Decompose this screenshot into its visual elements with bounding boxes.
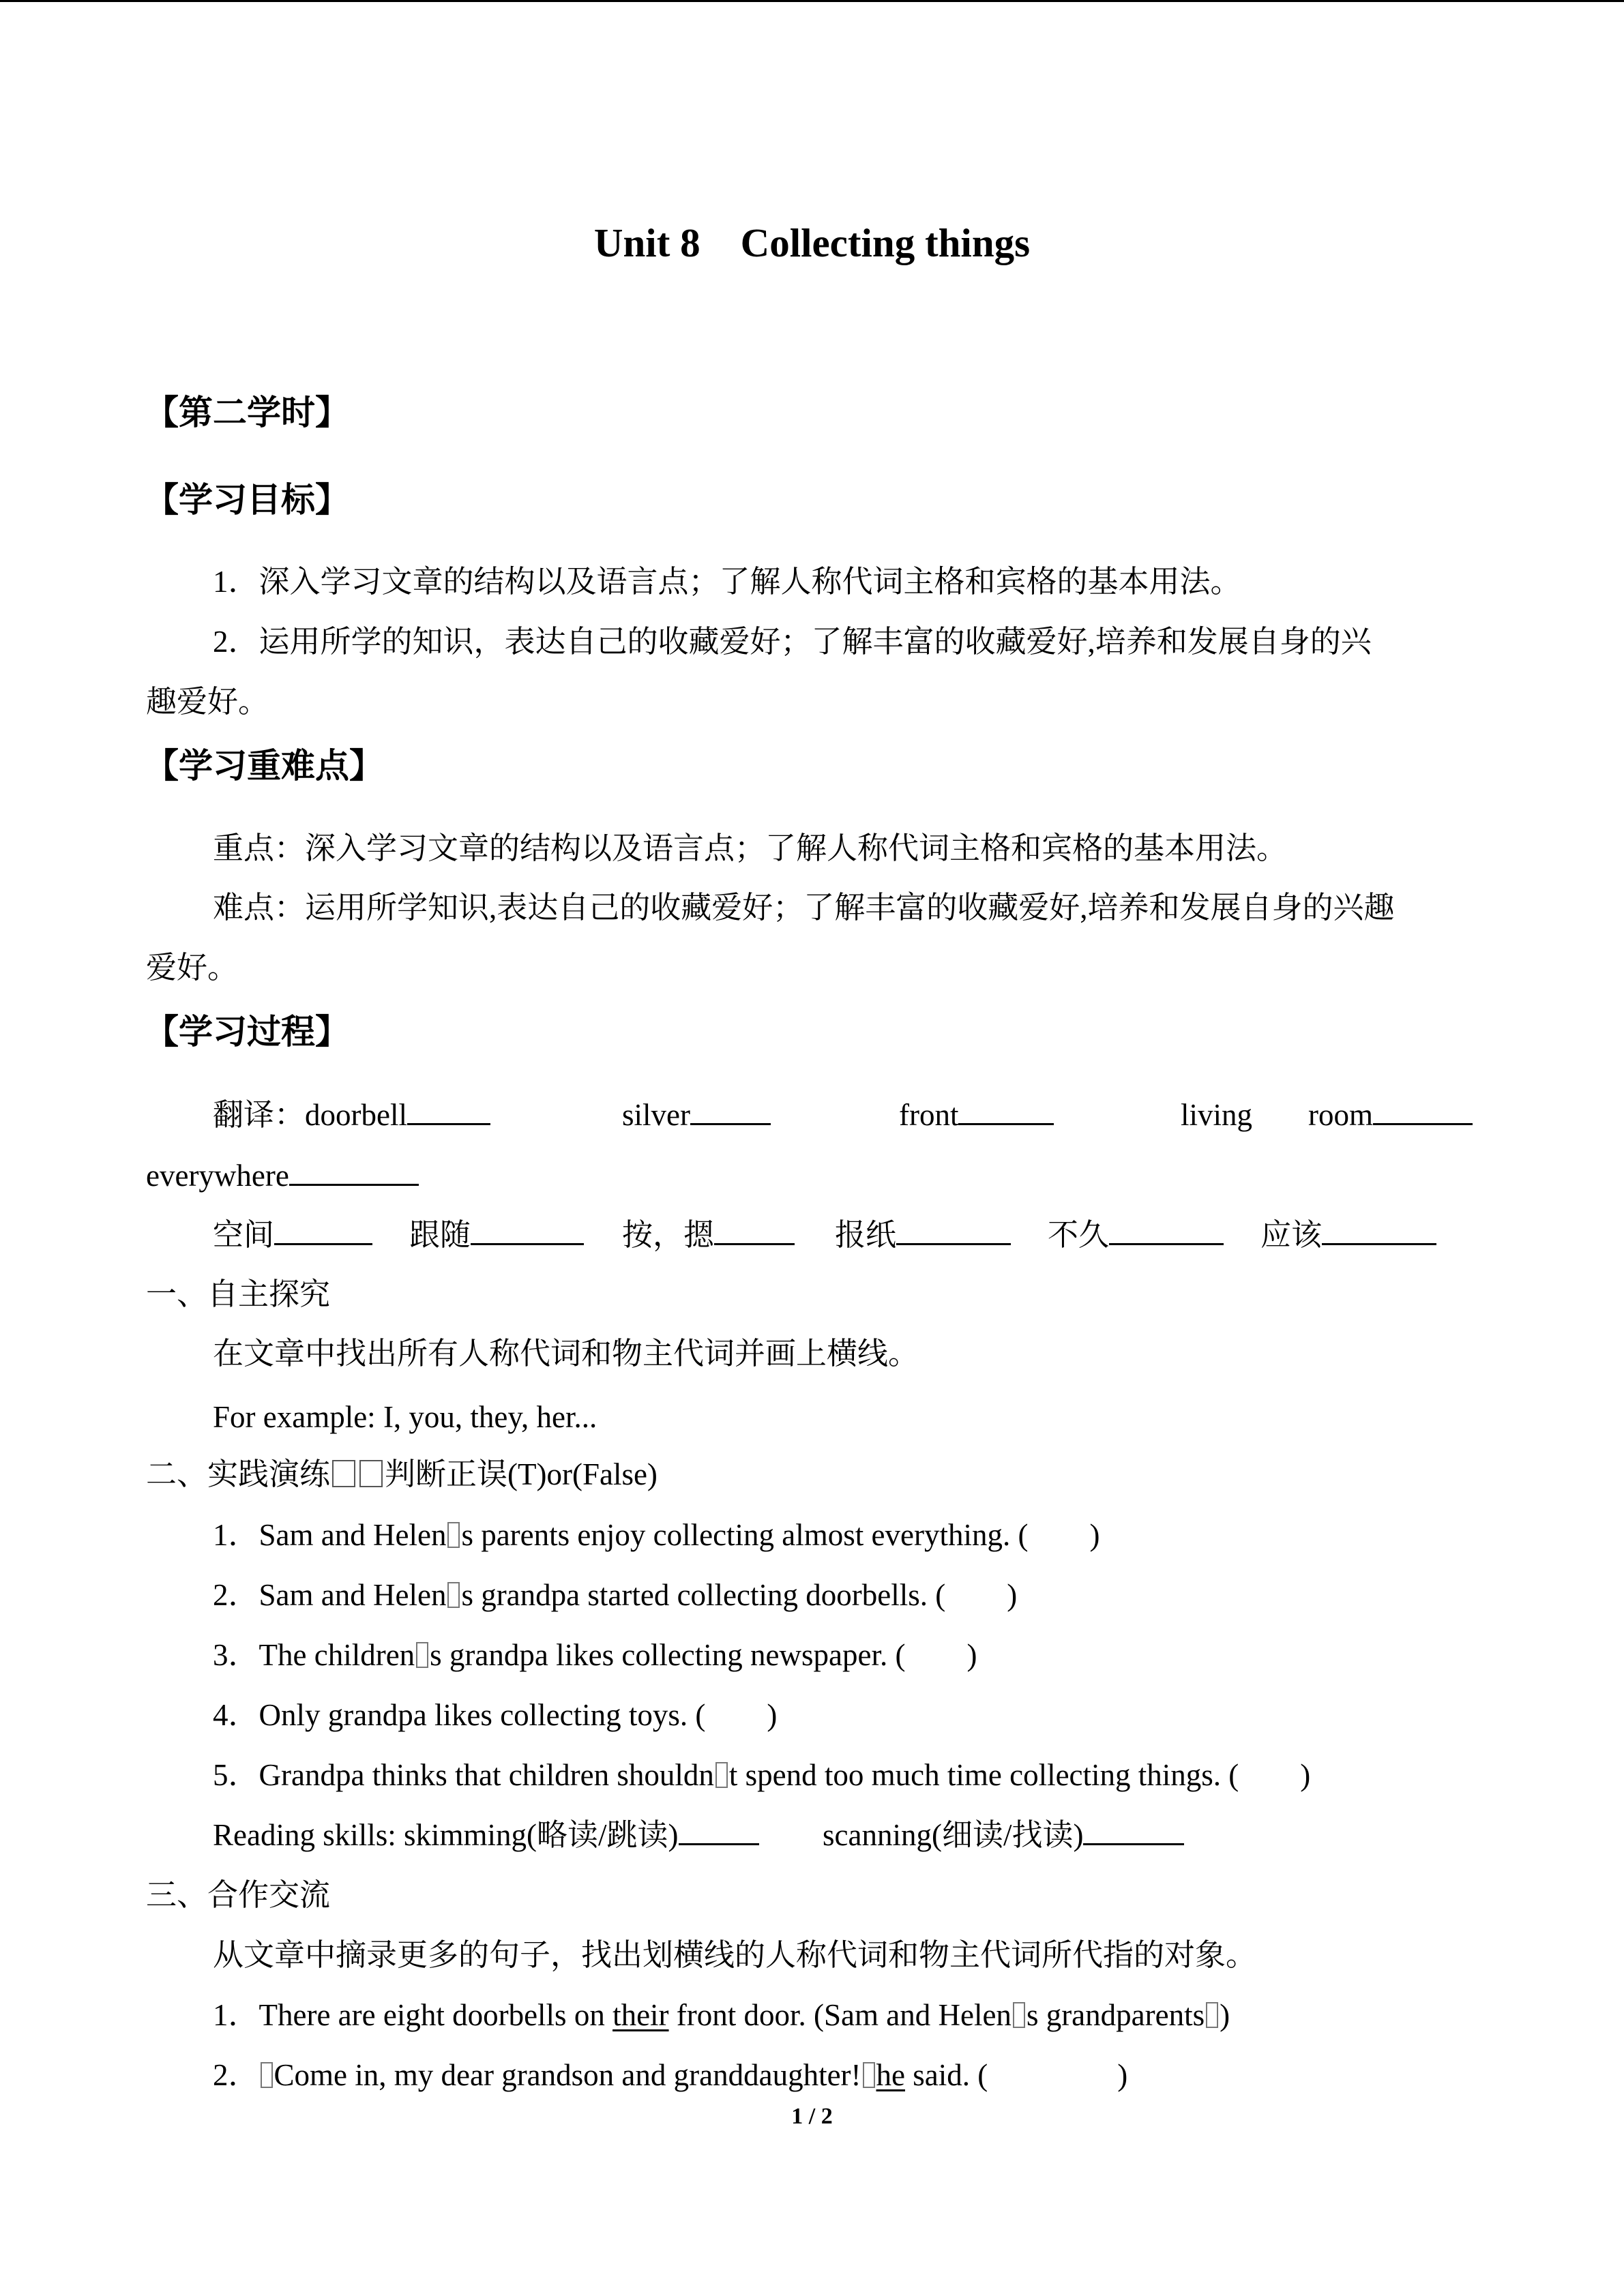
missing-glyph-box bbox=[1013, 2002, 1025, 2028]
underlined-pronoun: he bbox=[876, 2058, 905, 2092]
answer-blank[interactable] bbox=[1083, 1843, 1184, 1845]
part3-instruction: 从文章中摘录更多的句子，找出划横线的人称代词和物主代词所代指的对象。 bbox=[213, 1938, 1257, 1972]
part1-heading: 一、自主探究 bbox=[146, 1277, 331, 1311]
missing-glyph-box bbox=[359, 1460, 383, 1487]
answer-blank[interactable] bbox=[471, 1243, 584, 1245]
process-heading: 【学习过程】 bbox=[145, 1013, 349, 1051]
top-border bbox=[0, 0, 1624, 2]
missing-glyph-box bbox=[1206, 2002, 1218, 2028]
answer-blank[interactable] bbox=[289, 1184, 419, 1186]
key-point: 重点：深入学习文章的结构以及语言点；了解人称代词主格和宾格的基本用法。 bbox=[213, 831, 1288, 865]
page-number: 1 / 2 bbox=[791, 2104, 833, 2129]
answer-blank[interactable] bbox=[896, 1243, 1011, 1245]
translate-word-everywhere: everywhere bbox=[146, 1161, 419, 1191]
hard-point: 难点：运用所学知识,表达自己的收藏爱好；了解丰富的收藏爱好,培养和发展自身的兴趣 bbox=[213, 891, 1395, 925]
answer-blank[interactable] bbox=[407, 1123, 490, 1125]
missing-glyph-box bbox=[447, 1582, 460, 1608]
reading-skills: Reading skills: skimming(略读/跳读) bbox=[213, 1820, 759, 1851]
judge-item-2: 2．Sam and Helen s grandpa started collecting doorbells. ( ) bbox=[213, 1578, 1018, 1612]
goals-heading: 【学习目标】 bbox=[145, 481, 349, 519]
missing-glyph-box bbox=[332, 1460, 355, 1487]
answer-blank[interactable] bbox=[958, 1123, 1054, 1125]
translate-cn-follow: 跟随 bbox=[409, 1220, 584, 1251]
translate-cn-press: 按，摁 bbox=[622, 1220, 795, 1251]
missing-glyph-box bbox=[447, 1522, 460, 1548]
answer-blank[interactable] bbox=[714, 1243, 795, 1245]
translate-cn-should: 应该 bbox=[1260, 1220, 1436, 1251]
translate-cn-space: 空间 bbox=[213, 1220, 372, 1251]
judge-item-3: 3．The children s grandpa likes collecting newspaper. ( ) bbox=[213, 1638, 977, 1672]
translate-word-doorbell: 翻译：doorbell bbox=[213, 1100, 490, 1131]
translate-word-silver: silver bbox=[622, 1100, 771, 1131]
sentence-2: 2． Come in, my dear grandson and granddaughter! he said. ( ) bbox=[213, 2058, 1128, 2092]
answer-blank[interactable] bbox=[1322, 1243, 1436, 1245]
judge-item-4: 4．Only grandpa likes collecting toys. ( ) bbox=[213, 1698, 778, 1732]
judge-item-1: 1．Sam and Helen s parents enjoy collecting almost everything. ( ) bbox=[213, 1518, 1100, 1552]
answer-blank[interactable] bbox=[690, 1123, 771, 1125]
judge-item-5: 5．Grandpa thinks that children shouldn t spend too much time collecting things. ( ) bbox=[213, 1758, 1311, 1792]
answer-blank[interactable] bbox=[1373, 1123, 1473, 1125]
missing-glyph-box bbox=[416, 1642, 428, 1668]
translate-word-front: front bbox=[899, 1100, 1054, 1131]
reading-skills-scanning: scanning(细读/找读) bbox=[823, 1820, 1184, 1851]
missing-glyph-box bbox=[261, 2062, 273, 2088]
sentence-1: 1．There are eight doorbells on their front door. (Sam and Helen s grandparents ) bbox=[213, 1998, 1230, 2032]
translate-word-room: room bbox=[1308, 1100, 1473, 1131]
translate-label: 翻译： bbox=[213, 1098, 306, 1132]
answer-blank[interactable] bbox=[274, 1243, 372, 1245]
translate-word-living: living bbox=[1181, 1098, 1253, 1132]
translate-cn-soon: 不久 bbox=[1048, 1220, 1224, 1251]
missing-glyph-box bbox=[715, 1762, 728, 1788]
part2-heading: 二、实践演练 判断正误(T)or(False) bbox=[146, 1457, 658, 1491]
lesson-heading: 【第二学时】 bbox=[145, 393, 349, 432]
goal-item-2: 2．运用所学的知识，表达自己的收藏爱好；了解丰富的收藏爱好,培养和发展自身的兴 bbox=[213, 625, 1372, 659]
page-title: Unit 8 Collecting things bbox=[593, 220, 1031, 265]
goal-item-2-cont: 趣爱好。 bbox=[146, 685, 269, 719]
hard-point-cont: 爱好。 bbox=[146, 951, 239, 985]
goal-item-1: 1．深入学习文章的结构以及语言点；了解人称代词主格和宾格的基本用法。 bbox=[213, 565, 1241, 599]
part1-instruction: 在文章中找出所有人称代词和物主代词并画上横线。 bbox=[213, 1337, 919, 1371]
keypoints-heading: 【学习重难点】 bbox=[145, 747, 383, 785]
answer-blank[interactable] bbox=[679, 1843, 759, 1845]
underlined-pronoun: their bbox=[612, 1998, 669, 2032]
missing-glyph-box bbox=[863, 2062, 875, 2088]
part3-heading: 三、合作交流 bbox=[146, 1878, 331, 1912]
part1-example: For example: I, you, they, her... bbox=[213, 1400, 597, 1434]
translate-cn-newspaper: 报纸 bbox=[835, 1220, 1011, 1251]
answer-blank[interactable] bbox=[1109, 1243, 1224, 1245]
